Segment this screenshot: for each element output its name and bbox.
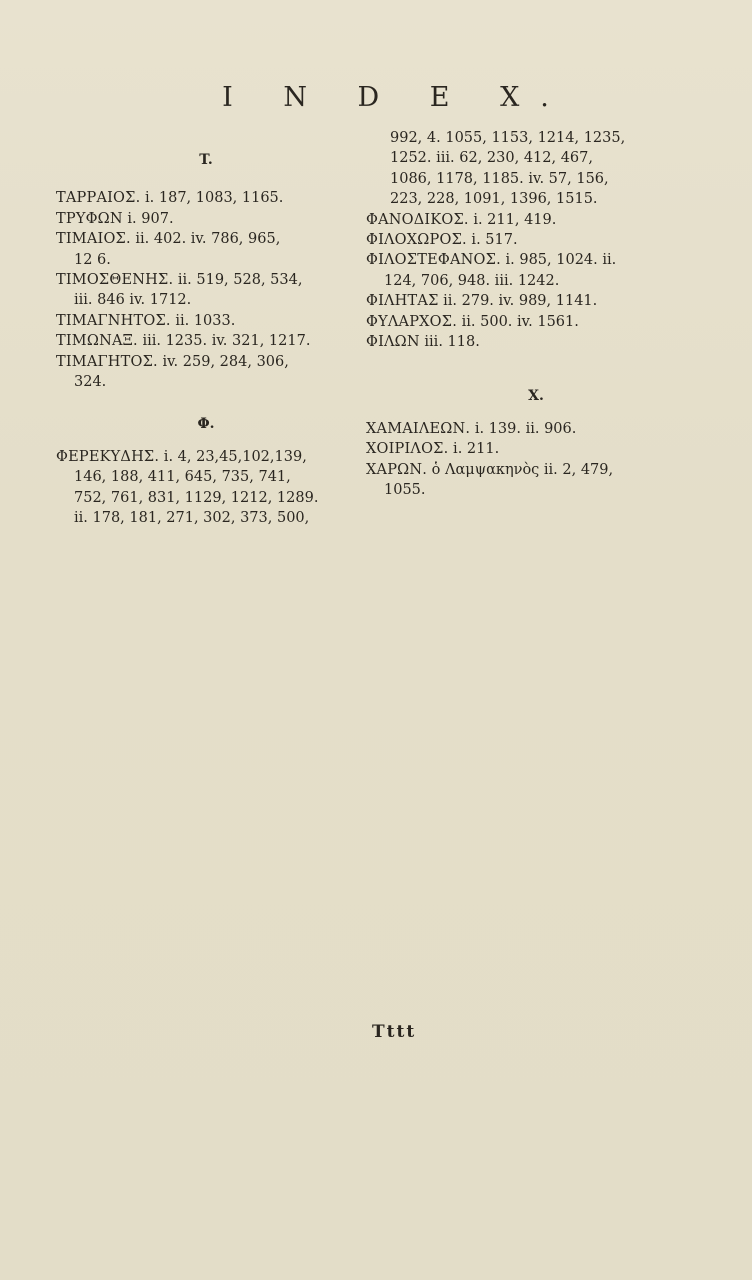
- index-entry: [56, 229, 356, 270]
- page-title: I N D E X.: [222, 82, 570, 113]
- index-entry: [56, 447, 356, 529]
- section-letter-phi: Φ.: [197, 416, 215, 433]
- entry-refs: iv. 259, 284, 306,: [157, 353, 289, 370]
- section-phi-entries-right: [366, 210, 686, 353]
- continuation-lines: [366, 128, 686, 210]
- continuation-line: 1086, 1178, 1185. iv. 57, 156,: [390, 170, 609, 187]
- entry-headword: ΤΙΜΑΙΟΣ.: [56, 231, 131, 248]
- entry-refs: i. 211.: [448, 441, 500, 458]
- index-entry: [56, 270, 356, 311]
- entry-refs-continued: 124, 706, 948. iii. 1242.: [384, 272, 560, 289]
- continuation-line: 1252. iii. 62, 230, 412, 467,: [390, 150, 593, 167]
- section-letter-t: T.: [199, 152, 213, 168]
- entry-refs: i. 4, 23,45,102,139,: [159, 448, 307, 465]
- entry-refs: i. 211, 419.: [468, 211, 557, 228]
- entry-refs: ii. 1033.: [170, 312, 236, 329]
- entry-headword: ΤΙΜΑΓΝΗΤΟΣ.: [56, 312, 171, 329]
- entry-headword: ΦΙΛΟΣΤΕΦΑΝΟΣ.: [366, 252, 501, 269]
- entry-refs-continued: iii. 846 iv. 1712.: [74, 292, 192, 309]
- index-entry: [56, 331, 356, 351]
- continuation-line: 223, 228, 1091, 1396, 1515.: [390, 191, 598, 208]
- entry-headword: ΧΟΙΡΙΛΟΣ.: [366, 441, 449, 458]
- entry-refs-continued: 324.: [74, 374, 107, 391]
- entry-refs: ii. 519, 528, 534,: [173, 272, 303, 289]
- entry-headword: ΦΥΛΑΡΧΟΣ.: [366, 313, 458, 330]
- entry-headword: ΧΑΜΑΙΛΕΩΝ.: [366, 420, 471, 437]
- index-entry: [366, 312, 686, 332]
- entry-refs: i. 517.: [466, 232, 518, 249]
- entry-headword: ΤΙΜΩΝΑΞ.: [56, 333, 138, 350]
- entry-refs: i. 187, 1083, 1165.: [140, 190, 284, 207]
- section-phi-entries: [56, 447, 356, 529]
- section-chi-entries: [366, 419, 686, 501]
- index-entry: [366, 419, 686, 439]
- index-entry: [56, 209, 356, 229]
- entry-headword: ΤΡΥΦΩΝ: [56, 210, 123, 227]
- entry-headword: ΦΑΝΟΔΙΚΟΣ.: [366, 211, 469, 228]
- entry-headword: ΤΙΜΟΣΘΕΝΗΣ.: [56, 272, 174, 289]
- entry-headword: ΤΙΜΑΓΗΤΟΣ.: [56, 353, 158, 370]
- index-entry: [366, 439, 686, 459]
- index-entry: [366, 230, 686, 250]
- entry-refs: ὁ Λαμψακηνὸς ii. 2, 479,: [427, 461, 614, 478]
- entry-refs: i. 985, 1024. ii.: [500, 252, 617, 269]
- index-entry: [366, 250, 686, 291]
- section-t-entries: [56, 188, 356, 392]
- entry-headword: ΦΙΛΩΝ: [366, 334, 420, 351]
- entry-headword: ΦΙΛΗΤΑΣ: [366, 293, 439, 310]
- index-entry: [56, 188, 356, 208]
- index-entry: [56, 352, 356, 393]
- continuation-line: 992, 4. 1055, 1153, 1214, 1235,: [390, 130, 626, 146]
- entry-refs: i. 907.: [122, 210, 174, 227]
- index-entry: [366, 291, 686, 311]
- entry-refs-continued: ii. 178, 181, 271, 302, 373, 500,: [74, 510, 310, 527]
- entry-headword: ΧΑΡΩΝ.: [366, 461, 428, 478]
- index-entry: [366, 460, 686, 501]
- entry-headword: ΦΙΛΟΧΩΡΟΣ.: [366, 232, 467, 249]
- entry-headword: ΦΕΡΕΚΥΔΗΣ.: [56, 448, 160, 465]
- entry-refs: ii. 500. iv. 1561.: [457, 313, 579, 330]
- signature-mark: Tttt: [372, 1022, 417, 1042]
- entry-refs: i. 139. ii. 906.: [470, 420, 577, 437]
- entry-refs-continued: 12 6.: [74, 251, 111, 268]
- entry-refs: ii. 402. iv. 786, 965,: [130, 231, 281, 248]
- entry-refs: iii. 1235. iv. 321, 1217.: [137, 333, 311, 350]
- index-entry: [56, 311, 356, 331]
- left-column: [56, 150, 356, 529]
- section-letter-chi: Χ.: [528, 388, 544, 405]
- entry-refs-continued: 752, 761, 831, 1129, 1212, 1289.: [74, 489, 319, 506]
- right-column: [366, 128, 686, 501]
- entry-refs-continued: 1055.: [384, 482, 426, 499]
- entry-headword: ΤΑΡΡΑΙΟΣ.: [56, 190, 141, 207]
- entry-refs: ii. 279. iv. 989, 1141.: [438, 293, 598, 310]
- entry-refs-continued: 146, 188, 411, 645, 735, 741,: [74, 469, 291, 486]
- entry-refs: iii. 118.: [419, 334, 480, 351]
- index-entry: [366, 332, 686, 352]
- index-entry: [366, 210, 686, 230]
